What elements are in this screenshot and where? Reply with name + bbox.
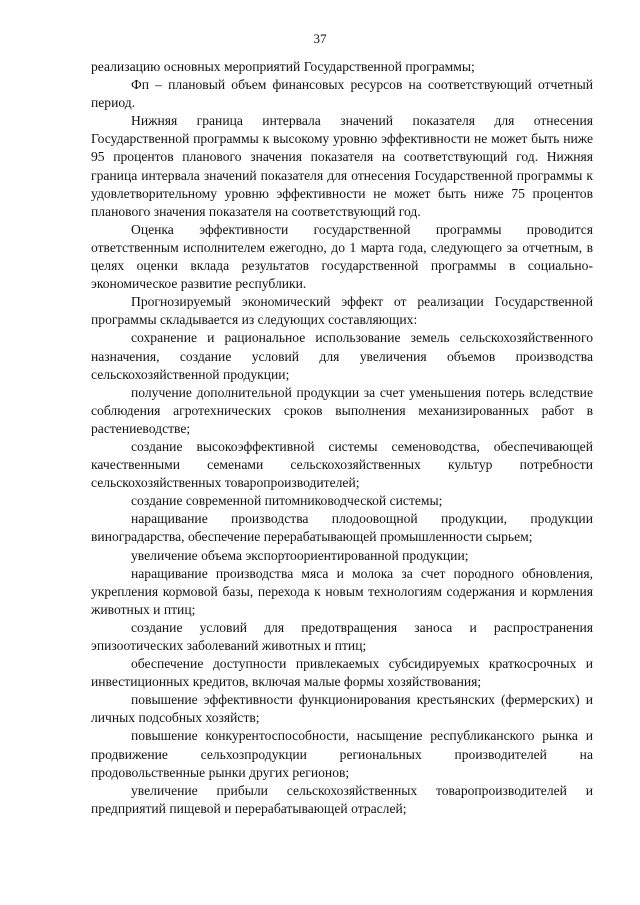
paragraph: Оценка эффективности государственной программы проводится ответственным исполнителем ежегодно, до 1 марта года, следующего за отчетным, в целях оценки вклада результатов государственной программы в социально-экономическое развитие республики.	[91, 221, 593, 292]
paragraph: получение дополнительной продукции за счет уменьшения потерь вследствие соблюдения агротехнических сроков выполнения механизированных работ в растениеводстве;	[91, 384, 593, 436]
paragraph: наращивание производства плодоовощной продукции, продукции виноградарства, обеспечение перерабатывающей промышленности сырьем;	[91, 511, 593, 545]
page-number: 37	[313, 31, 327, 46]
document-body	[91, 58, 593, 818]
paragraph: создание современной питомниководческой системы;	[131, 493, 443, 509]
paragraph: повышение конкурентоспособности, насыщение республиканского рынка и продвижение сельхозпродукции региональных производителей на продовольственные рынки других регионов;	[91, 728, 593, 780]
paragraph: создание высокоэффективной системы семеноводства, обеспечивающей качественными семенами сельскохозяйственных культур потребности сельскохозяйственных товаропроизводителей;	[91, 438, 593, 491]
paragraph: Нижняя граница интервала значений показателя для отнесения Государственной программы к высокому уровню эффективности не может быть ниже 95 процентов планового значения показателя на соответствующий год. Нижняя граница интервала значений показателя для отнесения Государственной программы к удовлетворительному уровню эффективности не может быть ниже 75 процентов планового значения показателя на соответствующий год.	[91, 113, 593, 219]
paragraph: повышение эффективности функционирования крестьянских (фермерских) и личных подсобных хозяйств;	[91, 692, 593, 726]
paragraph: создание условий для предотвращения заноса и распространения эпизоотических заболеваний животных и птиц;	[91, 619, 593, 653]
paragraph: Прогнозируемый экономический эффект от реализации Государственной программы складывается из следующих составляющих:	[91, 294, 593, 328]
paragraph: реализацию основных мероприятий Государственной программы;	[91, 59, 475, 74]
paragraph: увеличение прибыли сельскохозяйственных товаропроизводителей и предприятий пищевой и перерабатывающей отраслей;	[91, 782, 593, 816]
paragraph: увеличение объема экспортоориентированной продукции;	[131, 547, 469, 563]
paragraph: обеспечение доступности привлекаемых субсидируемых краткосрочных и инвестиционных кредитов, включая малые формы хозяйствования;	[91, 656, 593, 690]
paragraph: сохранение и рациональное использование земель сельскохозяйственного назначения, создание условий для увеличения объемов производства сельскохозяйственной продукции;	[91, 330, 593, 382]
paragraph: наращивание производства мяса и молока за счет породного обновления, укрепления кормовой базы, перехода к новым технологиям содержания и кормления животных и птиц;	[91, 565, 593, 617]
paragraph: Фп – плановый объем финансовых ресурсов на соответствующий отчетный период.	[91, 77, 593, 111]
